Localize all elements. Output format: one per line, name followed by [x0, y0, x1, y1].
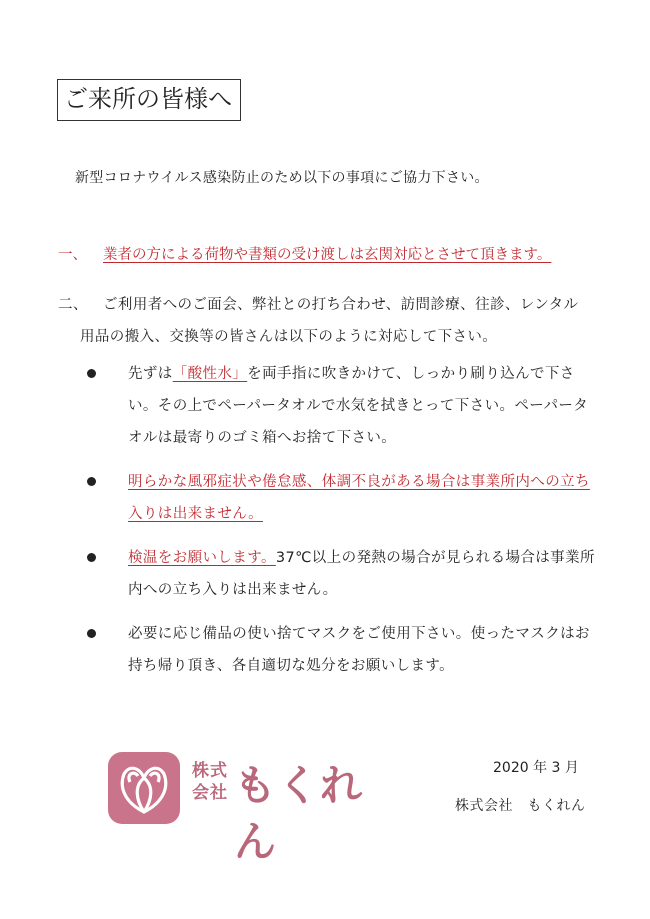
bullet-item-mask — [86, 618, 596, 682]
magnolia-flower-icon — [108, 752, 180, 824]
bullet-item-temperature — [86, 542, 596, 606]
item-text-line1: ご利用者へのご面会、弊社との打ち合わせ、訪問診療、往診、レンタル — [103, 297, 579, 313]
company-name: 株式会社 もくれん — [455, 798, 586, 814]
intro-text: 新型コロナウイルス感染防止のため以下の事項にご協力下さい。 — [75, 170, 489, 186]
page-title: ご来所の皆様へ — [57, 79, 241, 121]
bullet-highlight: 検温をお願いします。 — [128, 550, 276, 566]
item-text: 業者の方による荷物や書類の受け渡しは玄関対応とさせて頂きます。 — [103, 247, 552, 263]
bullet-icon — [87, 369, 96, 378]
item-number: 一、 — [58, 247, 87, 263]
bullet-icon — [87, 553, 96, 562]
logo-company-name: もくれん — [234, 761, 364, 866]
bullet-item-symptoms — [86, 466, 596, 530]
bullet-item-sanitize — [86, 358, 596, 454]
notice-item-1 — [58, 244, 551, 266]
bullet-text-post: 37℃以上の発熱の場合が見られる場合は事業所内への立ち入りは出来ません。 — [128, 550, 595, 598]
logo-company-type: 株式会社 — [192, 761, 228, 803]
bullet-text: 明らかな風邪症状や倦怠感、体調不良がある場合は事業所内への立ち入りは出来ません。 — [128, 474, 590, 522]
item-number: 二、 — [58, 297, 88, 313]
bullet-icon — [87, 629, 96, 638]
item-text-line2: 用品の搬入、交換等の皆さんは以下のように対応して下さい。 — [80, 329, 498, 345]
bullet-text-post: を両手指に吹きかけて、しっかり刷り込んで下さい。その上でペーパータオルで水気を拭きとって下さい。ペーパータオルは最寄りのゴミ箱へお捨て下さい。 — [128, 366, 589, 446]
issue-date: 2020 年 3 月 — [493, 760, 579, 776]
bullet-icon — [87, 477, 96, 486]
bullet-text-pre: 先ずは — [128, 366, 173, 382]
bullet-list — [86, 358, 596, 694]
bullet-highlight: 「酸性水」 — [172, 366, 248, 382]
company-logo — [108, 752, 398, 866]
notice-item-2 — [58, 289, 598, 353]
bullet-text: 必要に応じ備品の使い捨てマスクをご使用下さい。使ったマスクはお持ち帰り頂き、各自適切な処分をお願いします。 — [128, 626, 590, 674]
